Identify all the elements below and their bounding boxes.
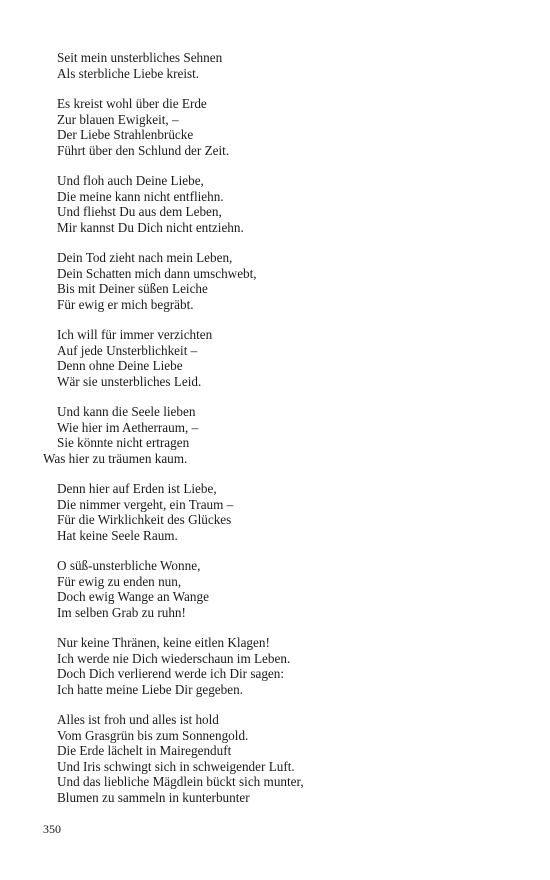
poem-line: Es kreist wohl über die Erde xyxy=(57,96,207,111)
poem-line: Sie könnte nicht ertragen xyxy=(57,435,190,450)
poem-line: Und kann die Seele lieben xyxy=(57,404,196,419)
poem-line: Und floh auch Deine Liebe, xyxy=(57,173,204,188)
poem-line: Was hier zu träumen kaum. xyxy=(43,450,188,466)
poem-line: Die Erde lächelt in Mairegenduft xyxy=(57,743,232,758)
poem-line: Die meine kann nicht entfliehn. xyxy=(57,188,224,204)
poem-line: Als sterbliche Liebe kreist. xyxy=(57,65,200,81)
poem-line: Alles ist froh und alles ist hold xyxy=(57,712,219,727)
poem-line: Und fliehst Du aus dem Leben, xyxy=(57,204,222,219)
stanza xyxy=(57,250,517,312)
poem-line: Ich hatte meine Liebe Dir gegeben. xyxy=(57,681,244,697)
poem-line: Führt über den Schlund der Zeit. xyxy=(57,142,230,158)
poem-line: Der Liebe Strahlenbrücke xyxy=(57,127,194,142)
stanza xyxy=(43,404,517,466)
poem-line: Wär sie unsterbliches Leid. xyxy=(57,373,202,389)
poem-line: Denn hier auf Erden ist Liebe, xyxy=(57,481,217,496)
poem-line: Für ewig er mich begräbt. xyxy=(57,296,194,312)
page-number: 350 xyxy=(43,822,61,836)
poem-line: Seit mein unsterbliches Sehnen xyxy=(57,50,223,65)
poem-line: Wie hier im Aetherraum, – xyxy=(57,419,199,435)
poem-line: Bis mit Deiner süßen Leiche xyxy=(57,281,208,296)
poem-line: Zur blauen Ewigkeit, – xyxy=(57,111,179,127)
poem-line: Nur keine Thränen, keine eitlen Klagen! xyxy=(57,635,270,650)
poem-line: Und das liebliche Mägdlein bückt sich munter, xyxy=(57,774,304,789)
poem-line: Ich will für immer verzichten xyxy=(57,327,213,342)
poem-line: Mir kannst Du Dich nicht entziehn. xyxy=(57,219,244,235)
poem-line: Hat keine Seele Raum. xyxy=(57,527,178,543)
poem-line: Blumen zu sammeln in kunterbunter xyxy=(57,789,250,805)
stanza xyxy=(57,558,517,620)
poem-line: Und Iris schwingt sich in schweigender Luft. xyxy=(57,758,295,774)
poem-line: Für die Wirklichkeit des Glückes xyxy=(57,512,232,527)
poem-line: Dein Tod zieht nach mein Leben, xyxy=(57,250,233,265)
stanza xyxy=(57,50,517,81)
poem-line: Doch Dich verlierend werde ich Dir sagen: xyxy=(57,666,285,681)
stanza xyxy=(57,327,517,389)
stanza xyxy=(57,173,517,235)
stanza xyxy=(57,481,517,543)
stanza xyxy=(57,712,517,805)
poem-line: Auf jede Unsterblichkeit – xyxy=(57,342,198,358)
poem-line: Im selben Grab zu ruhn! xyxy=(57,604,186,620)
poem-text xyxy=(43,50,517,820)
poem-line: Denn ohne Deine Liebe xyxy=(57,358,183,373)
stanza xyxy=(57,96,517,158)
poem-line: Die nimmer vergeht, ein Traum – xyxy=(57,496,234,512)
poem-line: Dein Schatten mich dann umschwebt, xyxy=(57,265,257,281)
stanza xyxy=(57,635,517,697)
poem-line: Vom Grasgrün bis zum Sonnengold. xyxy=(57,727,249,743)
poem-line: Doch ewig Wange an Wange xyxy=(57,589,209,604)
poem-line: Für ewig zu enden nun, xyxy=(57,573,182,589)
poem-line: O süß-unsterbliche Wonne, xyxy=(57,558,201,573)
poem-line: Ich werde nie Dich wiederschaun im Leben. xyxy=(57,650,291,666)
